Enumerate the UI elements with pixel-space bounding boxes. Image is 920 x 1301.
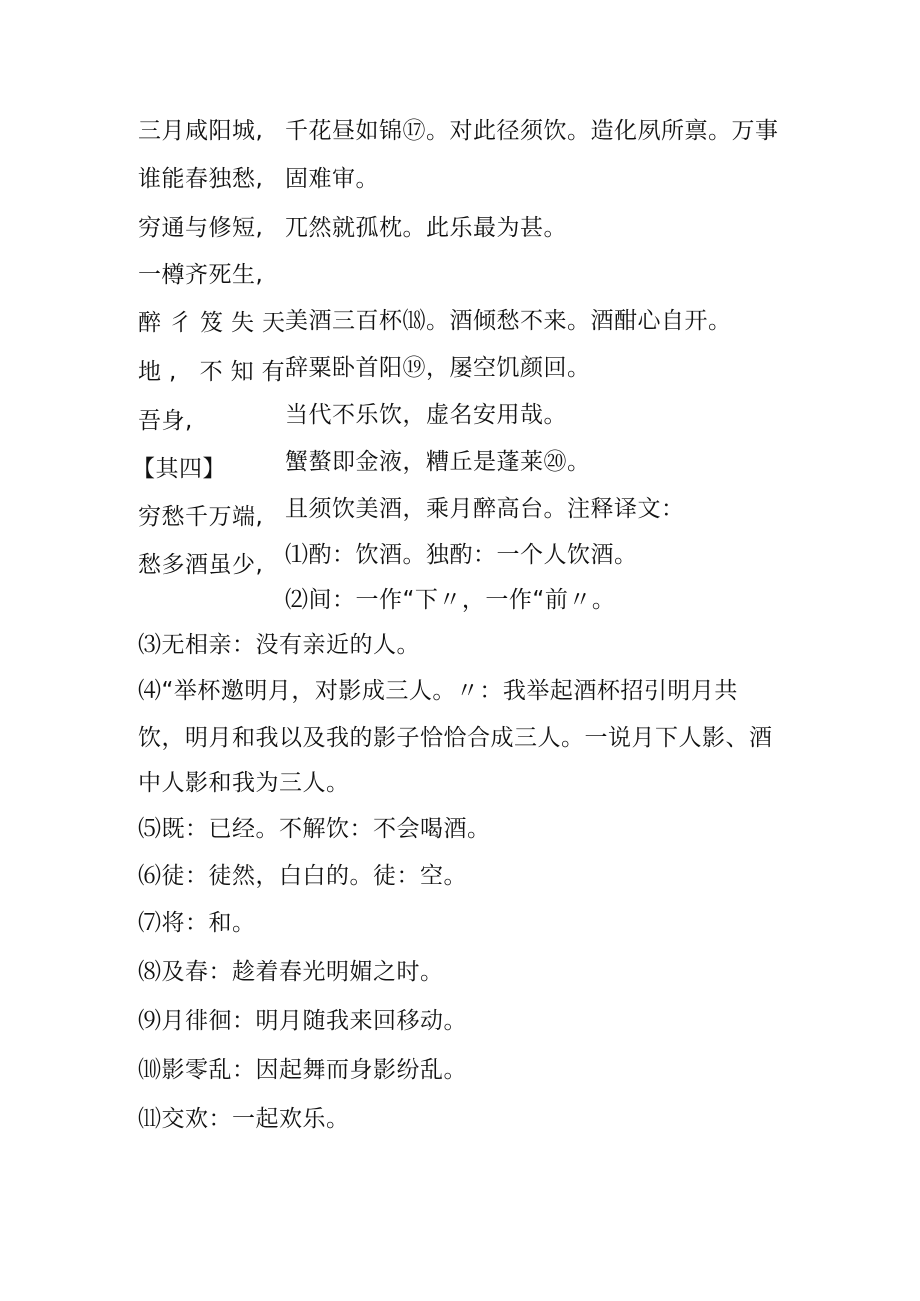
poem-line-right: 千花昼如锦⑰。对此径须饮。造化夙所禀。万事 <box>285 118 779 144</box>
poem-line-left: 一樽齐死生, <box>138 262 264 288</box>
poem-line-left: 地, 不知有 <box>138 359 293 385</box>
note-line: ⑶无相亲：没有亲近的人。 <box>138 632 420 658</box>
note-line: ⑹徒：徒然，白白的。徒：空。 <box>138 863 467 889</box>
poem-line-right: 当代不乐饮，虚名安用哉。 <box>285 402 567 428</box>
note-line: 中人影和我为三人。 <box>138 770 350 796</box>
poem-line-right: 蟹螯即金液，糟丘是蓬莱⑳。 <box>285 449 591 475</box>
note-line: ⑼月徘徊：明月随我来回移动。 <box>138 1008 467 1034</box>
poem-line-left: 三月咸阳城, <box>138 118 264 144</box>
poem-line-left: 穷通与修短, <box>138 215 264 241</box>
poem-line-left: 穷愁千万端, <box>138 504 264 530</box>
note-line: 饮，明月和我以及我的影子恰恰合成三人。一说月下人影、酒 <box>138 725 773 751</box>
poem-line-right: 兀然就孤枕。此乐最为甚。 <box>285 215 567 241</box>
poem-line-right: 辞粟卧首阳⑲，屡空饥颜回。 <box>285 355 591 381</box>
note-line: ⑾交欢：一起欢乐。 <box>138 1106 350 1132</box>
note-line: ⑽影零乱：因起舞而身影纷乱。 <box>138 1057 467 1083</box>
note-line: ⑴酌：饮酒。独酌：一个人饮酒。 <box>285 542 638 568</box>
poem-line-left: 醉彳笈失天 <box>138 310 293 336</box>
poem-line-left: 愁多酒虽少, <box>138 552 264 578</box>
note-line: ⑺将：和。 <box>138 910 256 936</box>
poem-line-right: 美酒三百杯⒅。酒倾愁不来。酒酣心自开。 <box>285 308 732 334</box>
poem-line-right: 固难审。 <box>285 166 379 192</box>
note-line: ⑸既：已经。不解饮：不会喝酒。 <box>138 816 491 842</box>
poem-line-left: 谁能春独愁, <box>138 166 264 192</box>
section-heading: 【其四】 <box>132 456 226 482</box>
note-line: ⑻及春：趁着春光明媚之时。 <box>138 959 444 985</box>
poem-line-right: 且须饮美酒，乘月醉高台。注释译文： <box>285 496 685 522</box>
poem-line-left: 吾身, <box>138 408 193 434</box>
note-line: ⑷“举杯邀明月，对影成三人。〃：我举起酒杯招引明月共 <box>138 678 738 704</box>
note-line: ⑵间：一作“下〃，一作“前〃。 <box>285 587 616 613</box>
